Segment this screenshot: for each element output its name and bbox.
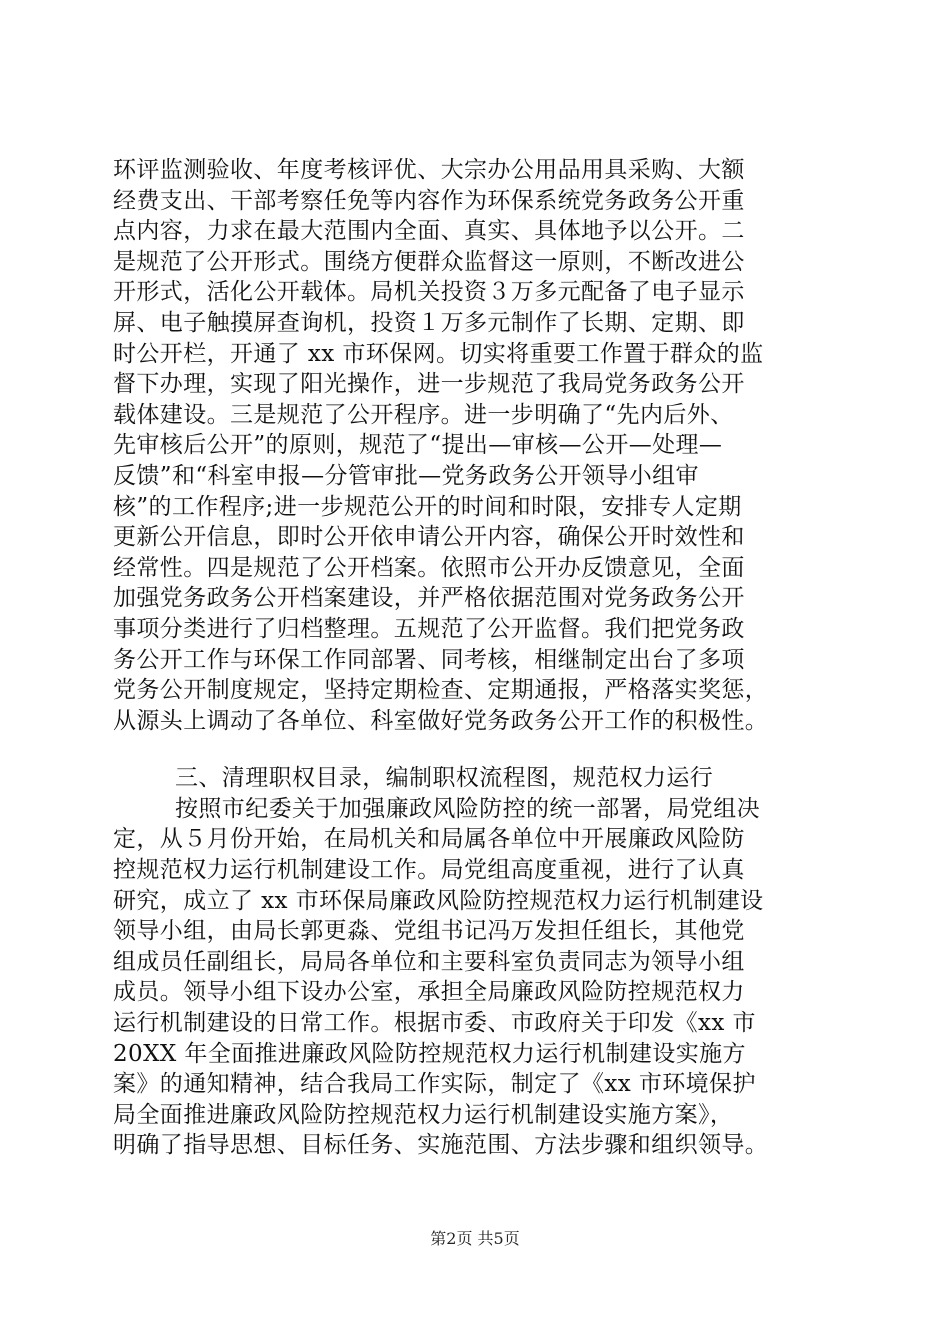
text-line: 运行机制建设的日常工作。根据市委、市政府关于印发《xx 市 — [113, 1010, 756, 1037]
text-line: 研究，成立了 xx 市环保局廉政风险防控规范权力运行机制建设 — [113, 887, 764, 914]
text-line: 按照市纪委关于加强廉政风险防控的统一部署，局党组决 — [175, 795, 760, 822]
text-line: 反馈”和“科室申报—分管审批—党务政务公开领导小组审 — [113, 462, 699, 489]
text-line: 事项分类进行了归档整理。五规范了公开监督。我们把党务政 — [113, 615, 745, 642]
text-line: 务公开工作与环保工作同部署、同考核，相继制定出台了多项 — [113, 646, 745, 673]
text-line: 载体建设。三是规范了公开程序。进一步明确了“先内后外、 — [113, 401, 734, 428]
text-line: 党务公开制度规定，坚持定期检查、定期通报，严格落实奖惩， — [113, 677, 769, 704]
page-number-footer: 第2页 共5页 — [430, 1229, 520, 1248]
text-line: 明确了指导思想、目标任务、实施范围、方法步骤和组织领导。 — [113, 1132, 769, 1159]
text-line: 案》的通知精神，结合我局工作实际，制定了《xx 市环境保护 — [113, 1071, 756, 1098]
text-line: 20XX 年全面推进廉政风险防控规范权力运行机制建设实施方 — [113, 1040, 746, 1067]
text-line: 局全面推进廉政风险防控规范权力运行机制建设实施方案》， — [113, 1101, 734, 1128]
text-line: 环评监测验收、年度考核评优、大宗办公用品用具采购、大额 — [113, 157, 745, 183]
text-line: 经常性。四是规范了公开档案。依照市公开办反馈意见，全面 — [113, 554, 745, 581]
text-line: 点内容，力求在最大范围内全面、真实、具体地予以公开。二 — [113, 218, 745, 245]
text-line: 是规范了公开形式。围绕方便群众监督这一原则，不断改进公 — [113, 248, 745, 275]
text-line: 加强党务政务公开档案建设，并严格依据范围对党务政务公开 — [113, 585, 745, 612]
text-line: 开形式，活化公开载体。局机关投资３万多元配备了电子显示 — [113, 279, 745, 306]
document-body — [113, 155, 853, 1161]
text-line: 定，从５月份开始，在局机关和局属各单位中开展廉政风险防 — [113, 826, 745, 853]
text-line: 领导小组，由局长郭更淼、党组书记冯万发担任组长，其他党 — [113, 918, 745, 945]
text-line: 经费支出、干部考察任免等内容作为环保系统党务政务公开重 — [113, 187, 745, 214]
paragraph-2 — [113, 794, 853, 1161]
text-line: 时公开栏，开通了 xx 市环保网。切实将重要工作置于群众的监 — [113, 340, 764, 367]
text-line: 控规范权力运行机制建设工作。局党组高度重视，进行了认真 — [113, 857, 745, 884]
text-line: 督下办理，实现了阳光操作，进一步规范了我局党务政务公开 — [113, 371, 745, 398]
section-heading: 三、清理职权目录，编制职权流程图，规范权力运行 — [175, 765, 714, 792]
text-line: 成员。领导小组下设办公室，承担全局廉政风险防控规范权力 — [113, 979, 745, 1006]
text-line: 屏、电子触摸屏查询机，投资１万多元制作了长期、定期、即 — [113, 309, 745, 336]
text-line: 组成员任副组长，局局各单位和主要科室负责同志为领导小组 — [113, 948, 745, 975]
text-line: 先审核后公开”的原则，规范了“提出—审核—公开—处理— — [113, 432, 723, 459]
text-line: 更新公开信息，即时公开依申请公开内容，确保公开时效性和 — [113, 524, 745, 551]
text-line: 从源头上调动了各单位、科室做好党务政务公开工作的积极性。 — [113, 707, 769, 734]
paragraph-1 — [113, 155, 853, 736]
text-line: 核”的工作程序;进一步规范公开的时间和时限，安排专人定期 — [113, 493, 742, 520]
